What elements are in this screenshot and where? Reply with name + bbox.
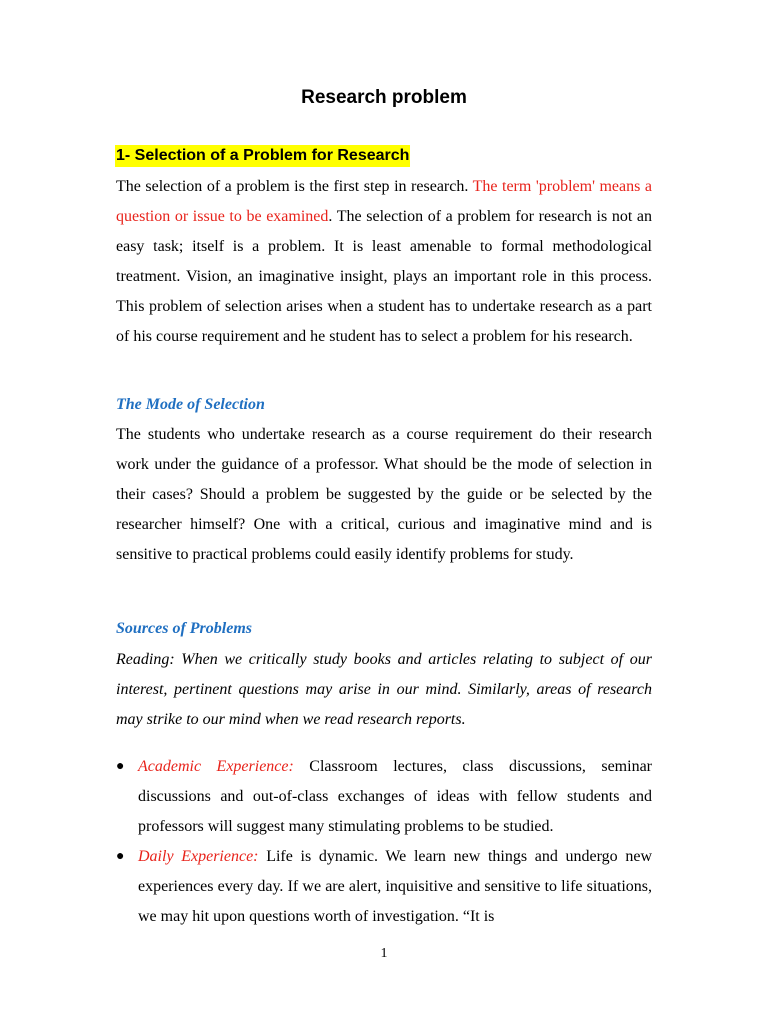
page-number: 1 — [380, 946, 388, 961]
bullet-icon: ● — [116, 759, 125, 774]
bullet-lead: Daily Experience: — [138, 848, 259, 865]
bullet-icon: ● — [116, 849, 125, 864]
list-item — [116, 752, 653, 842]
mode-of-selection-paragraph: The students who undertake research as a course requirement do their research work under the guidance of a professor. What should be the mode of selection in their cases? Should a problem be suggested by the guide or be selected by the researcher himself? One with a critical, curious and imaginative mind and is sensitive to practical problems could easily identify problems for study. — [116, 426, 652, 563]
intro-text-part2: . The selection of a problem for research is not an easy task; itself is a problem. It is least amenable to formal methodological treatment. Vision, an imaginative insight, plays an important role in this process. This problem of selection arises when a student has to undertake research as a part of his course requirement and he student has to select a problem for his research. — [116, 208, 652, 345]
reading-paragraph: Reading: When we critically study books and articles relating to subject of our interest, pertinent questions may arise in our mind. Similarly, areas of research may strike to our mind when we read research reports. — [116, 651, 652, 728]
intro-paragraph — [116, 172, 652, 352]
sources-of-problems-heading: Sources of Problems — [116, 620, 252, 637]
bullet-text: Life is dynamic. We learn new things and undergo new experiences every day. If we are alert, inquisitive and sensitive to life situations, we may hit upon questions worth of investigation. “It is — [138, 848, 653, 925]
bullet-text: Classroom lectures, class discussions, seminar discussions and out-of-class exchanges of ideas with fellow students and professors will suggest many stimulating problems to be studied. — [138, 758, 653, 835]
mode-of-selection-heading: The Mode of Selection — [116, 396, 265, 413]
list-item — [116, 842, 653, 932]
problem-definition-highlight: The term 'problem' means a question or issue to be examined — [116, 178, 652, 225]
section-heading: 1- Selection of a Problem for Research — [115, 145, 410, 167]
intro-text-part1: The selection of a problem is the first step in research. — [116, 178, 473, 195]
bullet-lead: Academic Experience: — [138, 758, 294, 775]
document-title: Research problem — [301, 87, 467, 108]
